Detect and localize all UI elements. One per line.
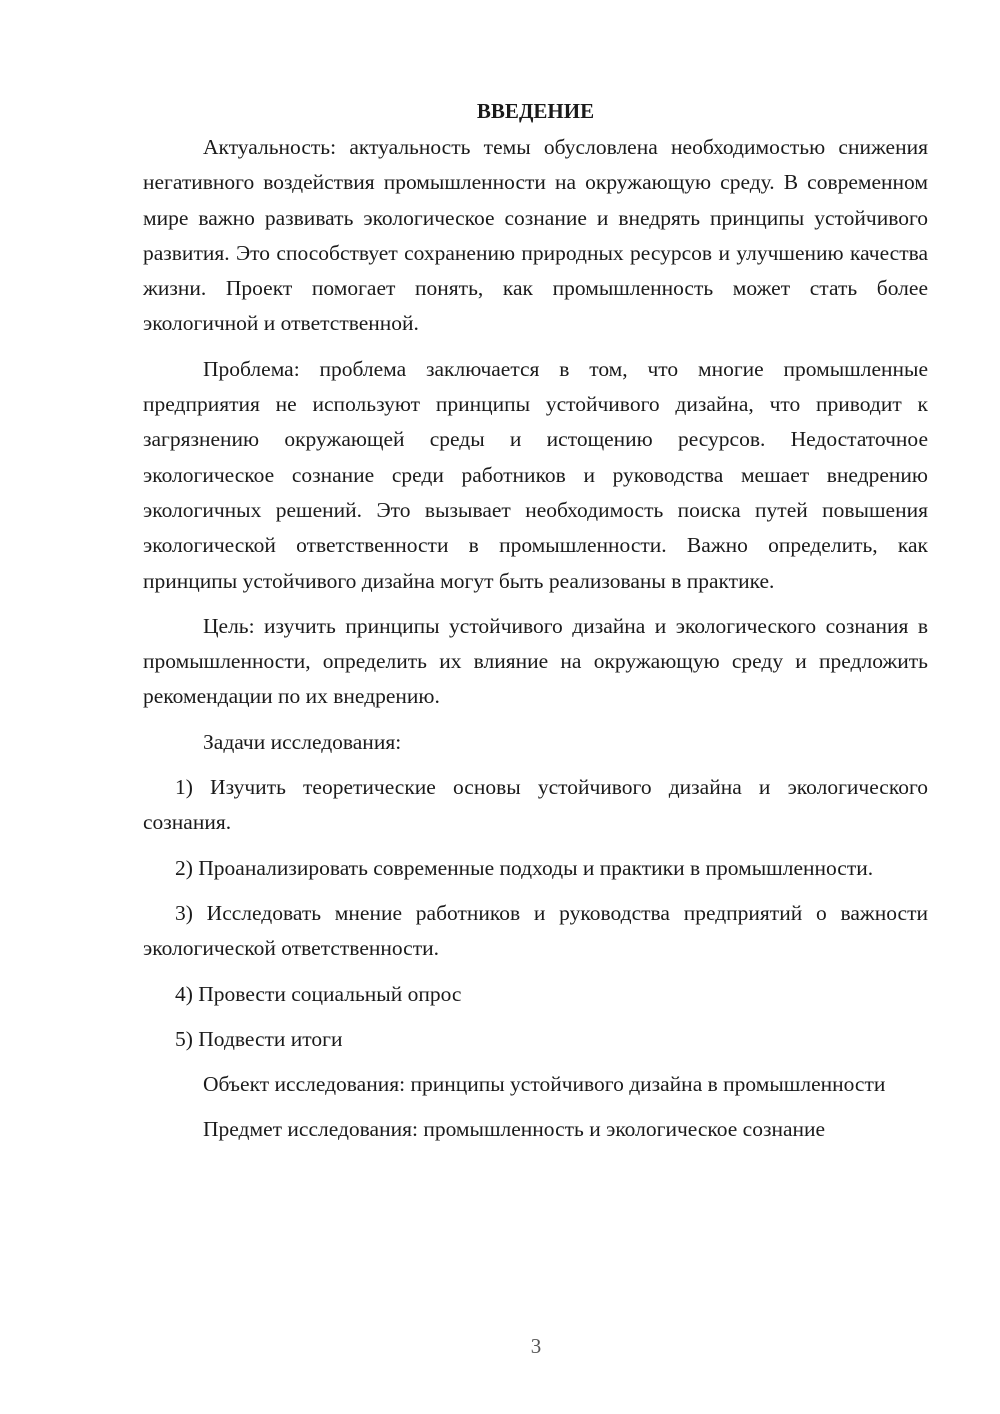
- task-item-2: 2) Проанализировать современные подходы и практики в промышленности.: [175, 855, 874, 880]
- problem-paragraph: Проблема: проблема заключается в том, что многие промышленные предприятия не используют принципы устойчивого дизайна, что приводит к загрязнению окружающей среды и истощению ресурсов. Недостаточное экологическое сознание среди работников и руководства мешает внедрению экологичных решений. Это вызывает необходимость поиска путей повышения экологической ответственности в промышленности. Важно определить, как принципы устойчивого дизайна могут быть реализованы в практике.: [143, 356, 928, 593]
- section-heading: ВВЕДЕНИЕ: [476, 99, 595, 123]
- relevance-paragraph: Актуальность: актуальность темы обусловлена необходимостью снижения негативного воздействия промышленности на окружающую среду. В современном мире важно развивать экологическое сознание и внедрять принципы устойчивого развития. Это способствует сохранению природных ресурсов и улучшению качества жизни. Проект помогает понять, как промышленность может стать более экологичной и ответственной.: [143, 135, 928, 336]
- tasks-title: Задачи исследования:: [203, 729, 402, 754]
- task-item-4: 4) Провести социальный опрос: [175, 981, 462, 1006]
- goal-paragraph: Цель: изучить принципы устойчивого дизайна и экологического сознания в промышленности, определить их влияние на окружающую среду и предложить рекомендации по их внедрению.: [143, 613, 928, 709]
- task-item-1: 1) Изучить теоретические основы устойчивого дизайна и экологического сознания.: [143, 775, 928, 835]
- page-number: 3: [530, 1334, 542, 1358]
- document-page: [143, 94, 928, 1148]
- task-item-3: 3) Исследовать мнение работников и руководства предприятий о важности экологической ответственности.: [143, 900, 928, 961]
- task-item-5: 5) Подвести итоги: [175, 1026, 343, 1051]
- object-paragraph: Объект исследования: принципы устойчивого дизайна в промышленности: [203, 1072, 886, 1097]
- subject-paragraph: Предмет исследования: промышленность и экологическое сознание: [203, 1117, 826, 1142]
